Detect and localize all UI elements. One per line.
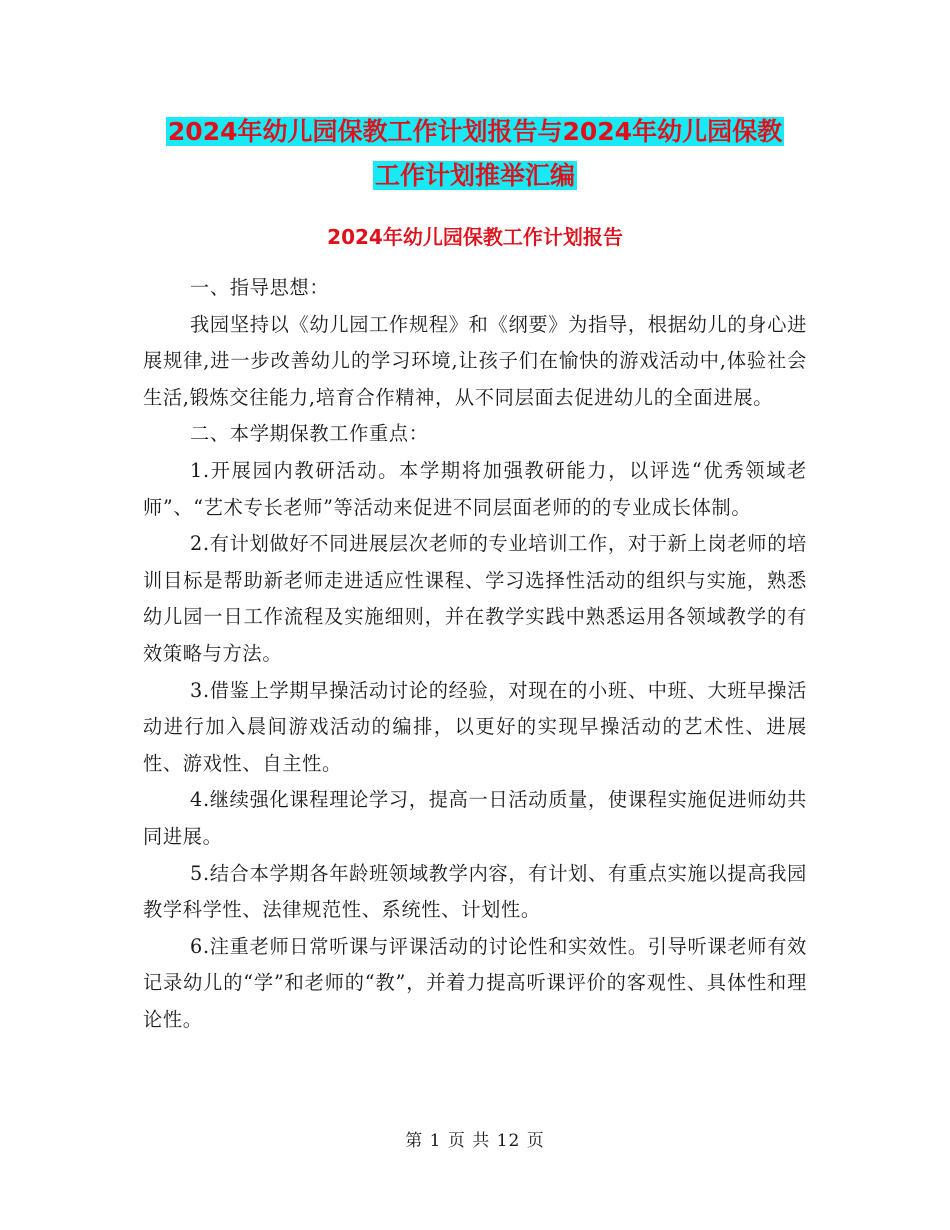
- section-title: 2024年幼儿园保教工作计划报告: [327, 225, 623, 249]
- document-title-line-1: [0, 112, 950, 152]
- paragraph: 6.注重老师日常听课与评课活动的讨论性和实效性。引导听课老师有效记录幼儿的“学”和老师的“教”，并着力提高听课评价的客观性、具体性和理论性。: [143, 934, 807, 1031]
- paragraph: 4.继续强化课程理论学习，提高一日活动质量，使课程实施促进师幼共同进展。: [143, 788, 807, 848]
- paragraph: 我园坚持以《幼儿园工作规程》和《纲要》为指导，根据幼儿的身心进展规律,进一步改善幼儿的学习环境,让孩子们在愉快的游戏活动中,体验社会生活,锻炼交往能力,培育合作精神，从不同层面去促进幼儿的全面进展。: [143, 312, 807, 409]
- paragraph-heading-key-work: 二、本学期保教工作重点：: [190, 422, 429, 446]
- document-title-line-2: [0, 156, 950, 196]
- document-title-line-1-text: 2024年幼儿园保教工作计划报告与2024年幼儿园保教: [167, 117, 783, 146]
- page-footer: 第 1 页 共 12 页: [405, 1131, 545, 1151]
- paragraph-heading-guiding-thought: 一、指导思想：: [190, 276, 330, 299]
- document-title-line-2-text: 工作计划推举汇编: [374, 161, 575, 190]
- paragraph: 5.结合本学期各年龄班领域教学内容，有计划、有重点实施以提高我园教学科学性、法律规范性、系统性、计划性。: [143, 861, 807, 922]
- paragraph: 2.有计划做好不同进展层次老师的专业培训工作，对于新上岗老师的培训目标是帮助新老师走进适应性课程、学习选择性活动的组织与实施，熟悉幼儿园一日工作流程及实施细则，并在教学实践中熟悉运用各领域教学的有效策略与方法。: [143, 532, 807, 665]
- paragraph: 1.开展园内教研活动。本学期将加强教研能力，以评选“优秀领域老师”、“艺术专长老师”等活动来促进不同层面老师的的专业成长体制。: [143, 458, 807, 519]
- document-body: [143, 270, 807, 1038]
- paragraph: 3.借鉴上学期早操活动讨论的经验，对现在的小班、中班、大班早操活动进行加入晨间游戏活动的编排，以更好的实现早操活动的艺术性、进展性、游戏性、自主性。: [143, 678, 807, 775]
